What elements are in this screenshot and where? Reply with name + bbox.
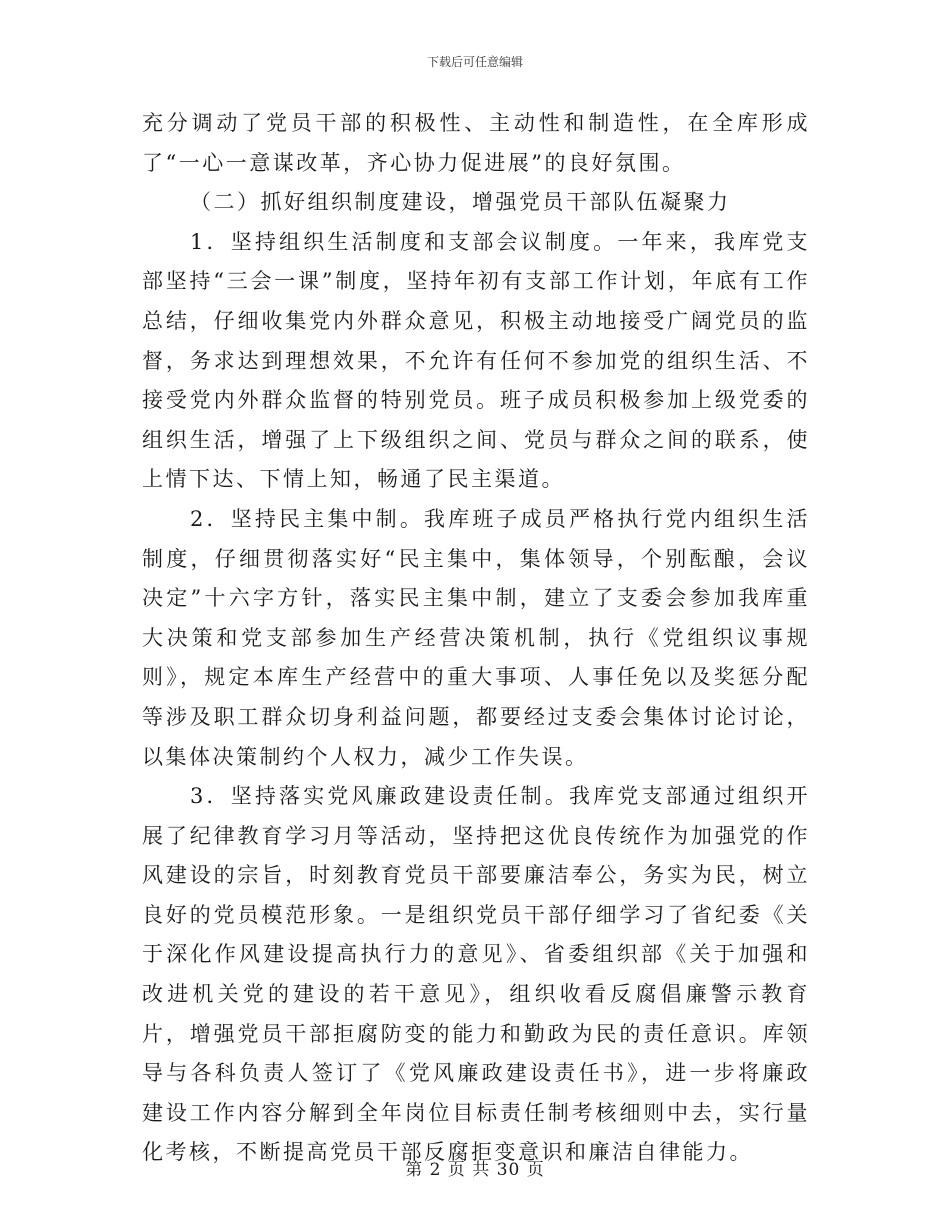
header-note: 下载后可任意编辑 <box>426 55 523 69</box>
document-body <box>142 104 810 1173</box>
paragraph-continuation: 充分调动了党员干部的积极性、主动性和制造性，在全库形成了“一心一意谋改革，齐心协力促进展”的良好氛围。 <box>142 111 810 175</box>
paragraph-item-3: 3．坚持落实党风廉政建设责任制。我库党支部通过组织开展了纪律教育学习月等活动，坚持把这优良传统作为加强党的作风建设的宗旨，时刻教育党员干部要廉洁奉公，务实为民，树立良好的党员模范形象。一是组织党员干部仔细学习了省纪委《关于深化作风建设提高执行力的意见》、省委组织部《关于加强和改进机关党的建设的若干意见》，组织收看反腐倡廉警示教育片，增强党员干部拒腐防变的能力和勤政为民的责任意识。库领导与各科负责人签订了《党风廉政建设责任书》，进一步将廉政建设工作内容分解到全年岗位目标责任制考核细则中去，实行量化考核，不断提高党员干部反腐拒变意识和廉洁自律能力。 <box>142 784 810 1165</box>
page-number-footer: 第 2 页 共 30 页 <box>405 1160 545 1180</box>
paragraph-item-2: 2．坚持民主集中制。我库班子成员严格执行党内组织生活制度，仔细贯彻落实好“民主集中，集体领导，个别酝酿，会议决定”十六字方针，落实民主集中制，建立了支委会参加我库重大决策和党支部参加生产经营决策机制，执行《党组织议事规则》，规定本库生产经营中的重大事项、人事任免以及奖惩分配等涉及职工群众切身利益问题，都要经过支委会集体讨论讨论，以集体决策制约个人权力，减少工作失误。 <box>142 506 810 769</box>
paragraph-item-1: 1．坚持组织生活制度和支部会议制度。一年来，我库党支部坚持“三会一课”制度，坚持年初有支部工作计划，年底有工作总结，仔细收集党内外群众意见，积极主动地接受广阔党员的监督，务求达到理想效果，不允许有任何不参加党的组织生活、不接受党内外群众监督的特别党员。班子成员积极参加上级党委的组织生活，增强了上下级组织之间、党员与群众之间的联系，使上情下达、下情上知，畅通了民主渠道。 <box>142 229 810 492</box>
section-heading: （二）抓好组织制度建设，增强党员干部队伍凝聚力 <box>190 190 731 215</box>
